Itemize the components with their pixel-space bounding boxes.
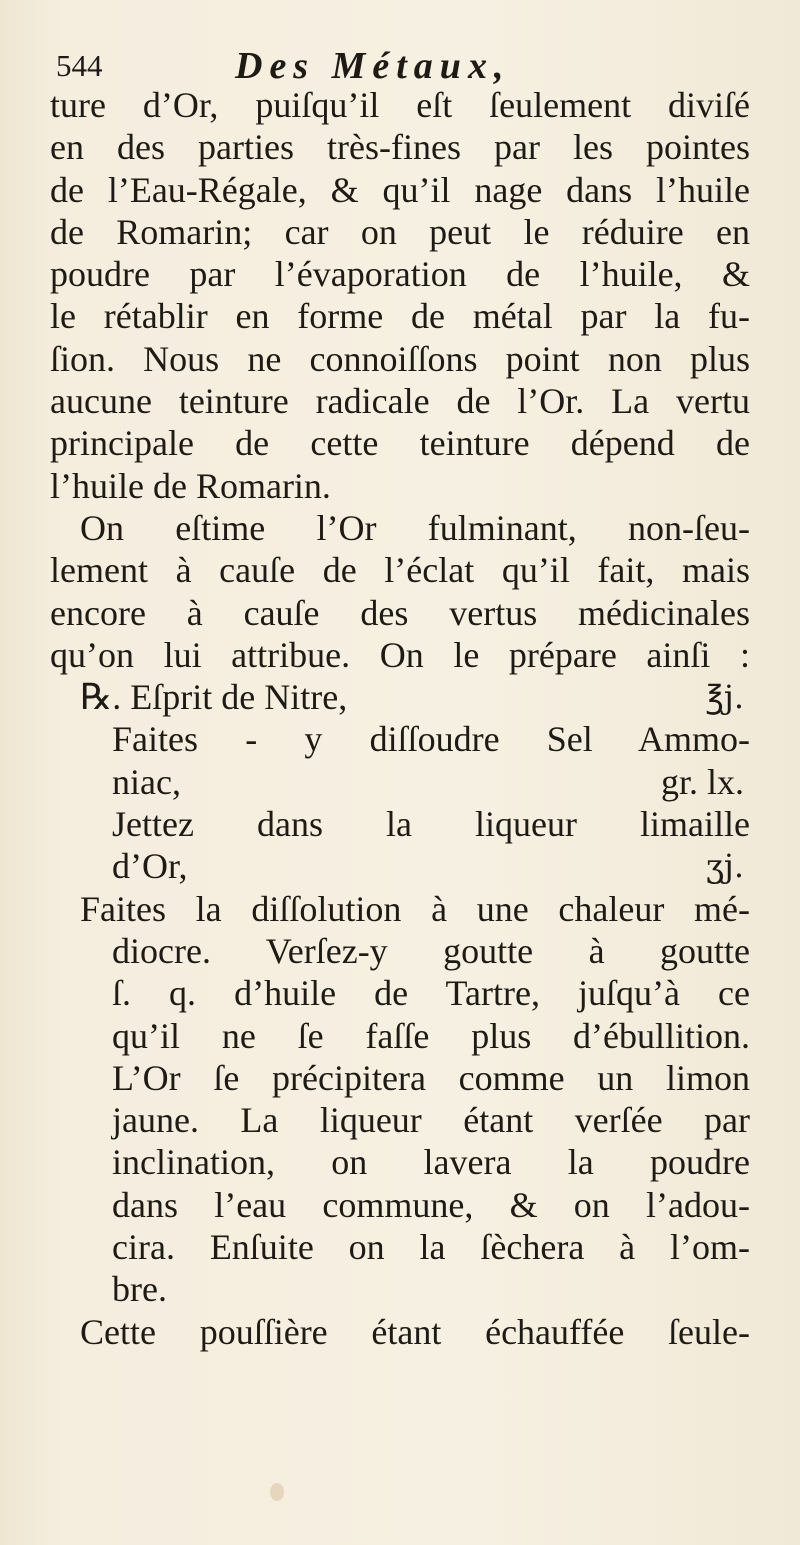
recipe-quantity: gr. lx. (660, 761, 744, 802)
instruction-line: dans l’eau commune, & on l’adou- (112, 1184, 750, 1225)
text-line: On eſtime l’Or fulminant, non-ſeu- (80, 507, 750, 548)
text-line: de l’Eau-Régale, & qu’il nage dans l’huile (50, 169, 750, 210)
instruction-line: cira. Enſuite on la ſèchera à l’om- (112, 1227, 750, 1268)
recipe-quantity: ʒj. (705, 847, 744, 886)
text-line: principale de cette teinture dépend de (50, 423, 750, 464)
text-line: poudre par l’évaporation de l’huile, & (50, 254, 750, 295)
page-number: 544 (56, 48, 103, 83)
instruction-line: inclination, on lavera la poudre (112, 1142, 750, 1183)
text-line: ture d’Or, puiſqu’il eſt ſeulement diviſé (50, 85, 750, 125)
recipe-quantity: ℥j. (705, 678, 744, 717)
recipe-line (50, 761, 750, 803)
instruction-line: jaune. La liqueur étant verſée par (112, 1100, 750, 1141)
recipe-line (50, 845, 750, 887)
instruction-line: qu’il ne ſe faſſe plus d’ébullition. (112, 1015, 750, 1056)
running-head: Des Métaux, (235, 45, 511, 87)
text-line: de Romarin; car on peut le réduire en (50, 211, 750, 252)
text-line: lement à cauſe de l’éclat qu’il fait, mais (50, 550, 750, 591)
text-line: encore à cauſe des vertus médicinales (50, 592, 750, 633)
recipe-ingredient: ℞. Eſprit de Nitre, (80, 677, 348, 718)
instruction-line: diocre. Verſez-y goutte à goutte (112, 930, 750, 971)
recipe-ingredient: d’Or, (112, 846, 188, 887)
recipe-line: Jettez dans la liqueur limaille (112, 804, 750, 845)
instruction-line: ſ. q. d’huile de Tartre, juſqu’à ce (112, 973, 750, 1014)
text-line: aucune teinture radicale de l’Or. La vertu (50, 381, 750, 422)
text-line: ſion. Nous ne connoiſſons point non plus (50, 338, 750, 379)
text-line: l’huile de Romarin. (50, 465, 331, 506)
instruction-line: L’Or ſe précipitera comme un limon (112, 1057, 750, 1098)
text-line: le rétablir en forme de métal par la fu- (50, 296, 750, 337)
paper-stain (270, 1483, 284, 1501)
text-line: Cette pouſſière étant échauffée ſeule- (80, 1311, 750, 1352)
instruction-line: bre. (112, 1269, 167, 1310)
text-line: en des parties très-fines par les pointes (50, 127, 750, 168)
body-text (50, 84, 750, 1353)
recipe-line (50, 676, 750, 718)
text-line: qu’on lui attribue. On le prépare ainſi : (50, 634, 750, 675)
instruction-line: Faites la diſſolution à une chaleur mé- (80, 888, 750, 929)
recipe-ingredient: niac, (112, 761, 181, 802)
recipe-line: Faites - y diſſoudre Sel Ammo- (112, 719, 750, 760)
